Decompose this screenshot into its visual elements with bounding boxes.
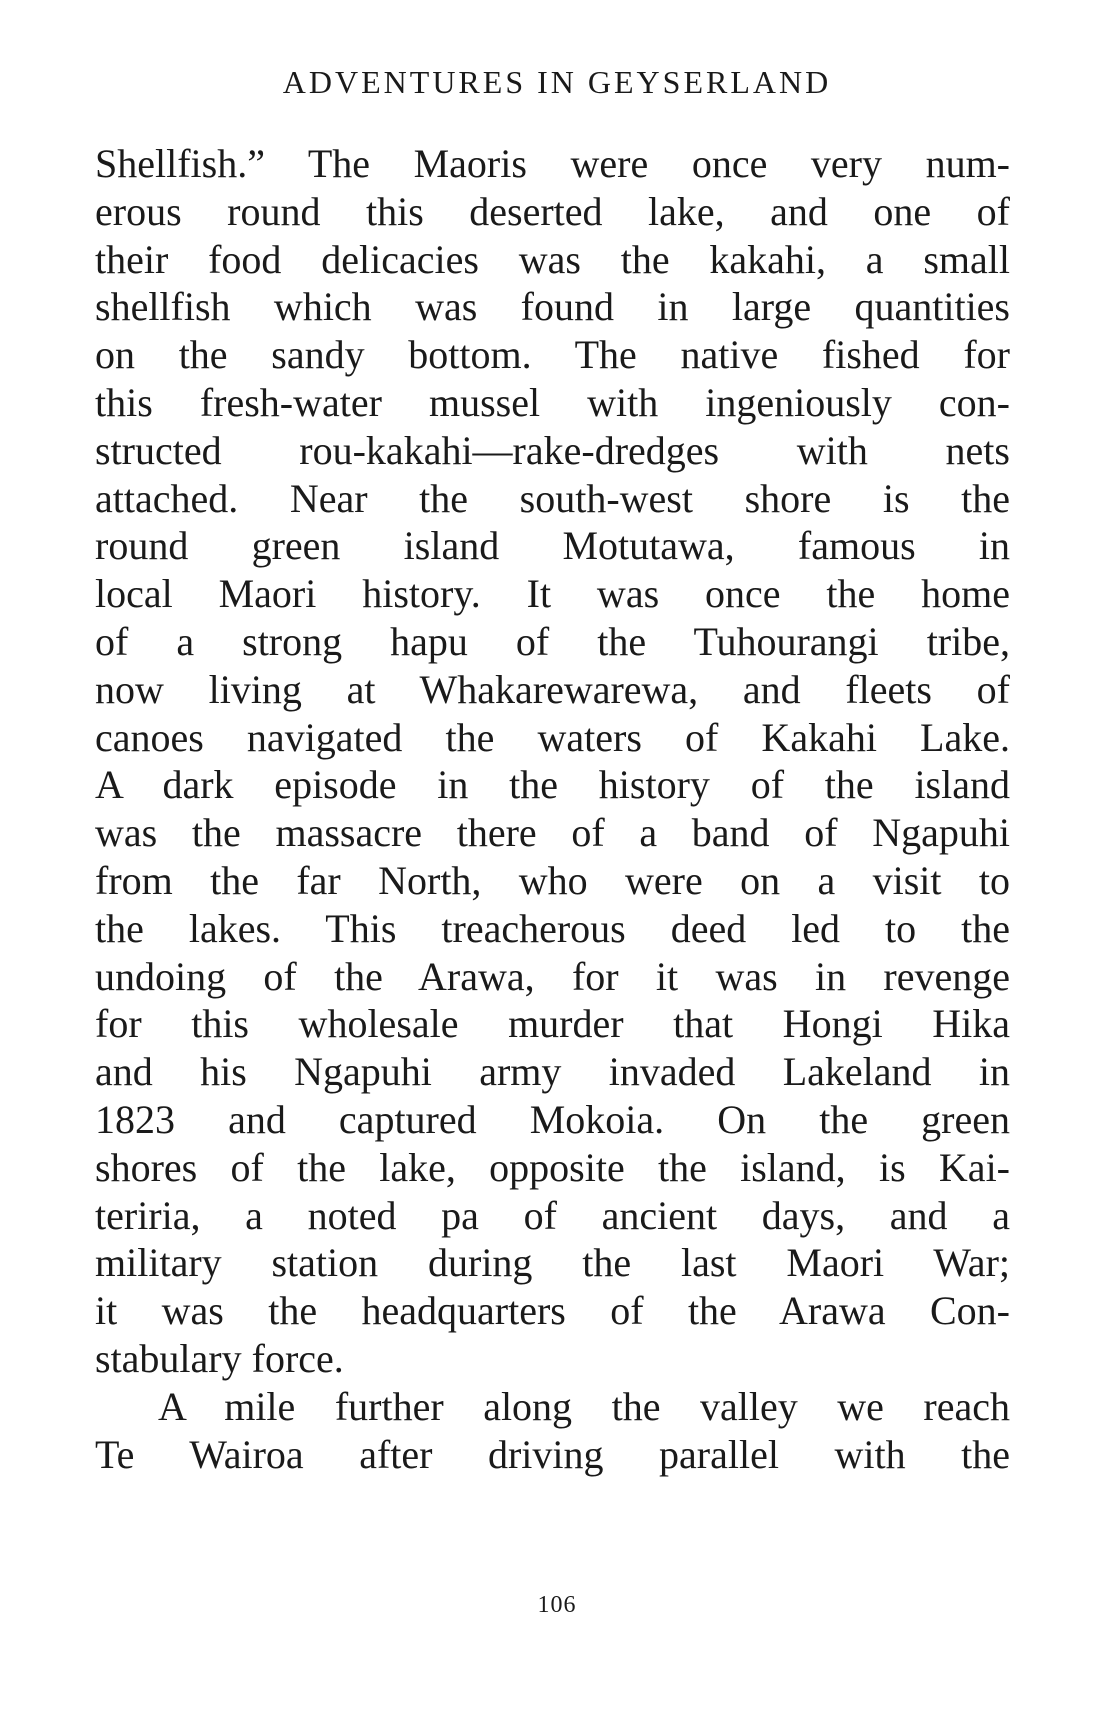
body-text [95,140,1010,1478]
text-line: teriria, a noted pa of ancient days, and a [95,1192,1010,1238]
text-line: shores of the lake, opposite the island, is Kai- [95,1144,1010,1190]
text-line: of a strong hapu of the Tuhourangi tribe, [95,618,1010,664]
text-line: round green island Motutawa, famous in [95,523,1010,569]
text-line: on the sandy bottom. The native fished for [95,332,1010,378]
text-line: now living at Whakarewarewa, and fleets of [95,666,1010,712]
text-line: structed rou-kakahi—rake-dredges with nets [95,427,1010,473]
text-line: erous round this deserted lake, and one of [95,188,1010,234]
paragraph-2 [95,1383,1010,1479]
text-line: attached. Near the south-west shore is the [95,475,1010,521]
text-line: shellfish which was found in large quantities [95,284,1010,330]
text-line: stabulary force. [95,1335,344,1381]
text-line: their food delicacies was the kakahi, a small [95,236,1010,282]
text-line: A mile further along the valley we reach [158,1383,1010,1429]
text-line: A dark episode in the history of the island [95,762,1010,808]
text-line: from the far North, who were on a visit to [95,857,1010,903]
text-line: it was the headquarters of the Arawa Con- [95,1288,1010,1334]
text-line: the lakes. This treacherous deed led to the [95,905,1010,951]
text-line: Te Wairoa after driving parallel with the [95,1431,1010,1477]
running-head: ADVENTURES IN GEYSERLAND [282,64,832,100]
text-line: Shellfish.” The Maoris were once very num- [95,141,1010,186]
text-line: 1823 and captured Mokoia. On the green [95,1096,1010,1142]
text-line: was the massacre there of a band of Ngapuhi [95,810,1010,856]
paragraph-1 [95,140,1010,1383]
page-number: 106 [537,1592,577,1618]
text-line: for this wholesale murder that Hongi Hika [95,1001,1010,1047]
text-line: this fresh-water mussel with ingeniously con- [95,379,1010,425]
text-line: local Maori history. It was once the home [95,571,1010,617]
text-line: undoing of the Arawa, for it was in revenge [95,953,1010,999]
text-line: military station during the last Maori War; [95,1240,1010,1286]
text-line: canoes navigated the waters of Kakahi Lake. [95,714,1010,760]
text-line: and his Ngapuhi army invaded Lakeland in [95,1049,1010,1095]
